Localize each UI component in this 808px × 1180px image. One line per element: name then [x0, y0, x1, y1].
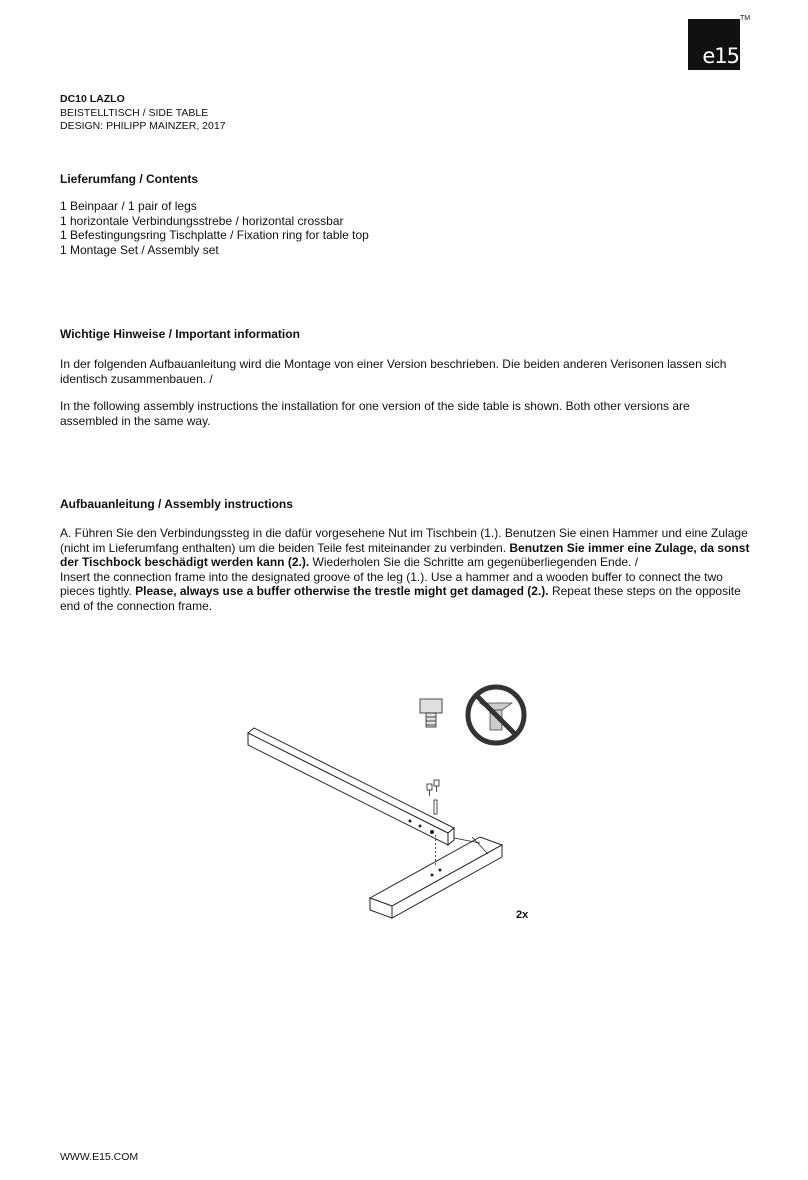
prohibited-screw-icon: [468, 687, 524, 743]
product-model: DC10 LAZLO: [60, 93, 125, 105]
product-type: BEISTELLTISCH / SIDE TABLE: [60, 106, 209, 119]
logo-text: e15: [702, 44, 739, 68]
crossbar-side: [248, 733, 448, 845]
important-text-de: In der folgenden Aufbauanleitung wird die Montage von einer Version beschrieben. Die beiden anderen Verisonen lassen sich identisch zusammenbauen. /: [60, 357, 727, 386]
quantity-label: 2x: [516, 909, 529, 921]
assembly-text-en-end: Repeat these steps on the opposite end of the connection frame.: [60, 584, 741, 613]
important-title: Wichtige Hinweise / Important information: [60, 327, 300, 341]
product-designer: DESIGN: PHILIPP MAINZER, 2017: [60, 120, 226, 132]
assembly-text-en: Insert the connection frame into the designated groove of the leg (1.). Use a hammer and a wooden buffer to connect the two pieces tightly.: [60, 569, 723, 598]
assembly-warning-en: Please, always use a buffer otherwise the trestle might get damaged (2.).: [135, 584, 549, 598]
brand-logo: [688, 19, 740, 70]
trademark-mark: TM: [740, 15, 751, 22]
contents-item: 1 horizontale Verbindungsstrebe / horizontal crossbar: [60, 213, 344, 228]
document-header: [60, 93, 226, 134]
assembly-title: Aufbauanleitung / Assembly instructions: [60, 497, 293, 511]
crossbar-top: [248, 728, 454, 833]
contents-title: Lieferumfang / Contents: [60, 172, 199, 186]
assembly-illustration: [240, 680, 540, 925]
assembly-text-de: A. Führen Sie den Verbindungssteg in die dafür vorgesehene Nut im Tischbein (1.). Benutzen Sie einen Hammer und eine Zulage (nicht im Lieferumfang enthalten) um die beiden Teile fest miteinander zu verbinden.: [60, 526, 748, 555]
assembly-step-a: [60, 526, 750, 613]
footer-url: WWW.E15.COM: [60, 1151, 139, 1163]
contents-list: [60, 199, 369, 257]
important-text-en: In the following assembly instructions the installation for one version of the side table is shown. Both other versions are assembled in the same way.: [60, 399, 690, 428]
contents-item: 1 Beinpaar / 1 pair of legs: [60, 199, 197, 213]
assembly-text-de-end: Wiederholen Sie die Schritte am gegenüberliegenden Ende. /: [309, 555, 639, 569]
contents-item: 1 Montage Set / Assembly set: [60, 242, 219, 257]
assembly-warning-de: Benutzen Sie immer eine Zulage, da sonst der Tischbock beschädigt werden kann (2.).: [60, 540, 750, 569]
contents-item: 1 Befestingungsring Tischplatte / Fixation ring for table top: [60, 228, 369, 242]
